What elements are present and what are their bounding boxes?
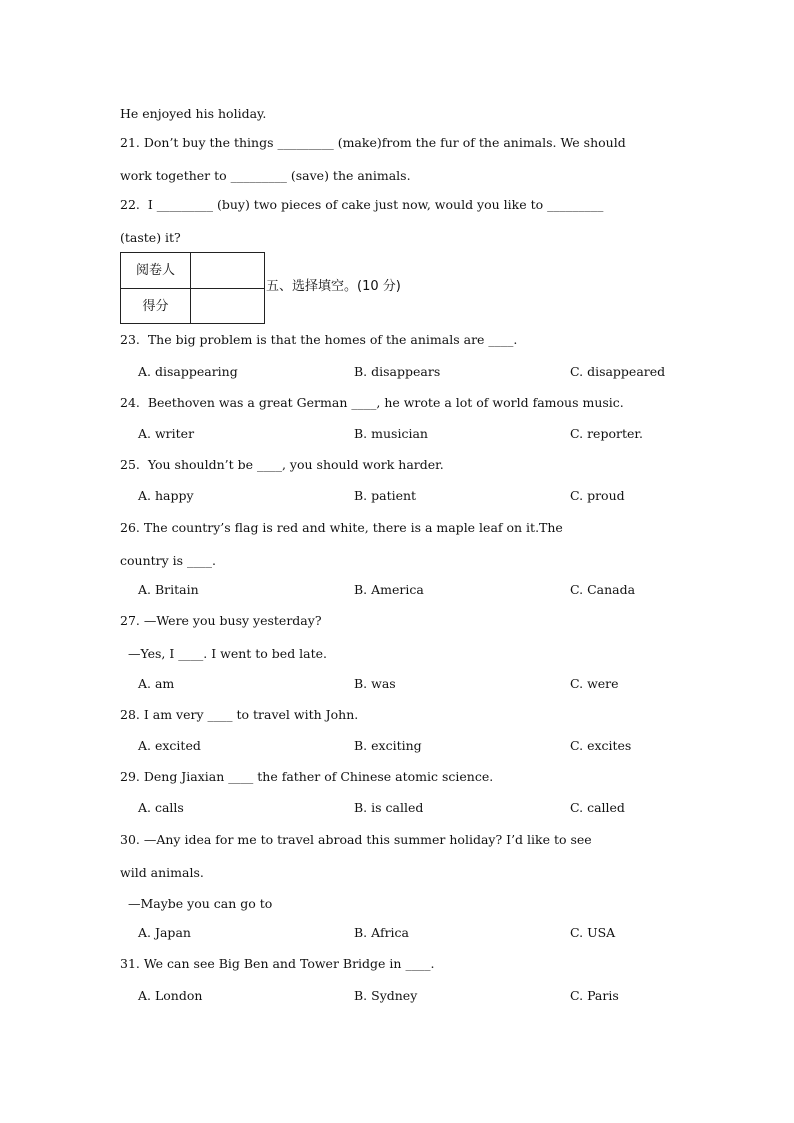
option-c: C. USA (570, 925, 616, 940)
section-title: 五、选择填空。(10 分) (266, 279, 401, 294)
question-stem: 28. I am very ____ to travel with John. (120, 707, 359, 722)
option-a: A. disappearing (138, 364, 238, 379)
option-b: B. musician (354, 426, 428, 441)
option-a: A. London (138, 988, 203, 1003)
option-b: B. was (354, 676, 396, 691)
reviewer-label: 阅卷人 (121, 253, 191, 289)
option-a: A. excited (138, 738, 201, 753)
question-stem-continued: —Yes, I ____. I went to bed late. (120, 646, 328, 661)
question-21-line-1: 21. Don’t buy the things _________ (make)from the fur of the animals. We should (120, 135, 626, 150)
option-b: B. is called (354, 800, 424, 815)
question-stem: 23. The big problem is that the homes of the animals are ____. (120, 332, 518, 347)
option-c: C. Canada (570, 582, 636, 597)
option-c: C. excites (570, 738, 632, 753)
reviewer-value (191, 253, 264, 289)
question-stem-continued: country is ____. (120, 553, 217, 568)
question-22-line-1: 22. I _________ (buy) two pieces of cake just now, would you like to _________ (120, 197, 604, 212)
option-c: C. were (570, 676, 619, 691)
option-b: B. patient (354, 488, 417, 503)
question-stem-continued: wild animals. (120, 865, 204, 880)
option-b: B. exciting (354, 738, 422, 753)
option-b: B. Sydney (354, 988, 418, 1003)
question-stem: 25. You shouldn’t be ____, you should work harder. (120, 457, 444, 472)
option-c: C. reporter. (570, 426, 643, 441)
option-b: B. America (354, 582, 424, 597)
question-stem: 24. Beethoven was a great German ____, he wrote a lot of world famous music. (120, 395, 624, 410)
question-stem: 30. —Any idea for me to travel abroad this summer holiday? I’d like to see (120, 832, 592, 847)
option-b: B. disappears (354, 364, 441, 379)
option-a: A. happy (138, 488, 194, 503)
option-a: A. writer (138, 426, 195, 441)
option-a: A. Britain (138, 582, 199, 597)
option-c: C. disappeared (570, 364, 666, 379)
previous-answer-line: He enjoyed his holiday. (120, 106, 267, 121)
option-c: C. proud (570, 488, 625, 503)
option-c: C. called (570, 800, 625, 815)
score-box (120, 252, 265, 324)
question-stem: 29. Deng Jiaxian ____ the father of Chinese atomic science. (120, 769, 494, 784)
option-b: B. Africa (354, 925, 409, 940)
question-21-line-2: work together to _________ (save) the animals. (120, 168, 411, 183)
question-stem: 31. We can see Big Ben and Tower Bridge in ____. (120, 956, 435, 971)
question-stem-continued: —Maybe you can go to (120, 896, 273, 911)
question-stem: 27. —Were you busy yesterday? (120, 613, 322, 628)
option-a: A. calls (138, 800, 184, 815)
option-c: C. Paris (570, 988, 619, 1003)
option-a: A. am (138, 676, 175, 691)
score-value (191, 289, 264, 323)
question-stem: 26. The country’s flag is red and white, there is a maple leaf on it.The (120, 520, 563, 535)
question-22-line-2: (taste) it? (120, 230, 181, 245)
option-a: A. Japan (138, 925, 191, 940)
score-label: 得分 (121, 289, 191, 323)
